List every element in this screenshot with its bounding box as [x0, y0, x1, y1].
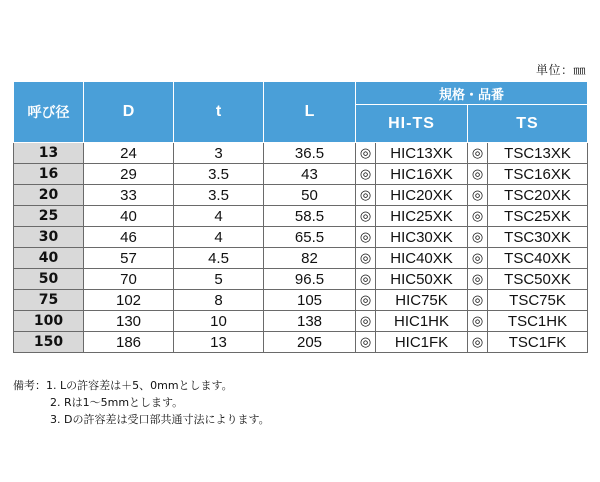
spec-table [13, 81, 588, 353]
cell-nominal: 40 [14, 248, 84, 269]
cell-nominal: 30 [14, 227, 84, 248]
cell-d: 57 [84, 248, 174, 269]
note-item: 1. Lの許容差は＋5、0mmとします。 [46, 379, 233, 392]
table-row [14, 206, 588, 227]
hits-mark-icon: ◎ [356, 206, 376, 227]
table-row [14, 269, 588, 290]
header-spec-group: 規格・品番 [356, 82, 588, 105]
hits-mark-icon: ◎ [356, 164, 376, 185]
ts-mark-icon: ◎ [468, 290, 488, 311]
header-l: L [264, 82, 356, 143]
cell-nominal: 75 [14, 290, 84, 311]
cell-ts-code: TSC30XK [488, 227, 588, 248]
cell-t: 4 [174, 227, 264, 248]
table-row [14, 164, 588, 185]
cell-l: 105 [264, 290, 356, 311]
table-row [14, 185, 588, 206]
cell-t: 5 [174, 269, 264, 290]
cell-ts-code: TSC20XK [488, 185, 588, 206]
cell-l: 43 [264, 164, 356, 185]
cell-nominal: 25 [14, 206, 84, 227]
cell-d: 46 [84, 227, 174, 248]
ts-mark-icon: ◎ [468, 269, 488, 290]
cell-l: 82 [264, 248, 356, 269]
header-nominal: 呼び径 [14, 82, 84, 143]
cell-l: 65.5 [264, 227, 356, 248]
header-hits: HI-TS [356, 105, 468, 143]
ts-mark-icon: ◎ [468, 332, 488, 353]
notes [13, 377, 270, 428]
cell-l: 58.5 [264, 206, 356, 227]
cell-ts-code: TSC16XK [488, 164, 588, 185]
ts-mark-icon: ◎ [468, 185, 488, 206]
cell-hits-code: HIC1HK [376, 311, 468, 332]
cell-hits-code: HIC75K [376, 290, 468, 311]
cell-d: 33 [84, 185, 174, 206]
cell-ts-code: TSC1HK [488, 311, 588, 332]
cell-d: 40 [84, 206, 174, 227]
cell-nominal: 16 [14, 164, 84, 185]
cell-hits-code: HIC1FK [376, 332, 468, 353]
table-row [14, 248, 588, 269]
cell-d: 29 [84, 164, 174, 185]
cell-ts-code: TSC25XK [488, 206, 588, 227]
note-item: 2. Rは1～5mmとします。 [50, 396, 184, 409]
header-t: t [174, 82, 264, 143]
ts-mark-icon: ◎ [468, 248, 488, 269]
cell-l: 50 [264, 185, 356, 206]
ts-mark-icon: ◎ [468, 206, 488, 227]
cell-hits-code: HIC25XK [376, 206, 468, 227]
cell-hits-code: HIC50XK [376, 269, 468, 290]
table-row [14, 332, 588, 353]
hits-mark-icon: ◎ [356, 332, 376, 353]
cell-t: 4 [174, 206, 264, 227]
cell-ts-code: TSC1FK [488, 332, 588, 353]
cell-hits-code: HIC40XK [376, 248, 468, 269]
cell-d: 24 [84, 143, 174, 164]
header-d: D [84, 82, 174, 143]
ts-mark-icon: ◎ [468, 227, 488, 248]
hits-mark-icon: ◎ [356, 227, 376, 248]
note-item: 3. Dの許容差は受口部共通寸法によります。 [50, 413, 270, 426]
cell-hits-code: HIC20XK [376, 185, 468, 206]
cell-t: 4.5 [174, 248, 264, 269]
header-ts: TS [468, 105, 588, 143]
cell-ts-code: TSC50XK [488, 269, 588, 290]
cell-nominal: 13 [14, 143, 84, 164]
cell-t: 13 [174, 332, 264, 353]
hits-mark-icon: ◎ [356, 248, 376, 269]
cell-nominal: 50 [14, 269, 84, 290]
table-body [14, 143, 588, 353]
note-line-1 [13, 377, 270, 394]
cell-ts-code: TSC40XK [488, 248, 588, 269]
cell-hits-code: HIC30XK [376, 227, 468, 248]
cell-nominal: 100 [14, 311, 84, 332]
hits-mark-icon: ◎ [356, 143, 376, 164]
cell-hits-code: HIC13XK [376, 143, 468, 164]
hits-mark-icon: ◎ [356, 290, 376, 311]
notes-label: 備考： [13, 379, 46, 392]
cell-t: 10 [174, 311, 264, 332]
unit-label: 単位：㎜ [535, 63, 586, 77]
hits-mark-icon: ◎ [356, 185, 376, 206]
note-line-2 [13, 394, 270, 411]
hits-mark-icon: ◎ [356, 311, 376, 332]
hits-mark-icon: ◎ [356, 269, 376, 290]
cell-nominal: 150 [14, 332, 84, 353]
cell-d: 70 [84, 269, 174, 290]
cell-l: 138 [264, 311, 356, 332]
cell-nominal: 20 [14, 185, 84, 206]
ts-mark-icon: ◎ [468, 311, 488, 332]
cell-d: 102 [84, 290, 174, 311]
cell-t: 3.5 [174, 164, 264, 185]
note-line-3 [13, 411, 270, 428]
cell-hits-code: HIC16XK [376, 164, 468, 185]
cell-l: 36.5 [264, 143, 356, 164]
ts-mark-icon: ◎ [468, 164, 488, 185]
cell-t: 8 [174, 290, 264, 311]
cell-t: 3 [174, 143, 264, 164]
table-row [14, 143, 588, 164]
table-row [14, 227, 588, 248]
cell-l: 205 [264, 332, 356, 353]
ts-mark-icon: ◎ [468, 143, 488, 164]
cell-t: 3.5 [174, 185, 264, 206]
cell-d: 130 [84, 311, 174, 332]
cell-ts-code: TSC13XK [488, 143, 588, 164]
cell-d: 186 [84, 332, 174, 353]
cell-l: 96.5 [264, 269, 356, 290]
cell-ts-code: TSC75K [488, 290, 588, 311]
table-row [14, 290, 588, 311]
table-row [14, 311, 588, 332]
